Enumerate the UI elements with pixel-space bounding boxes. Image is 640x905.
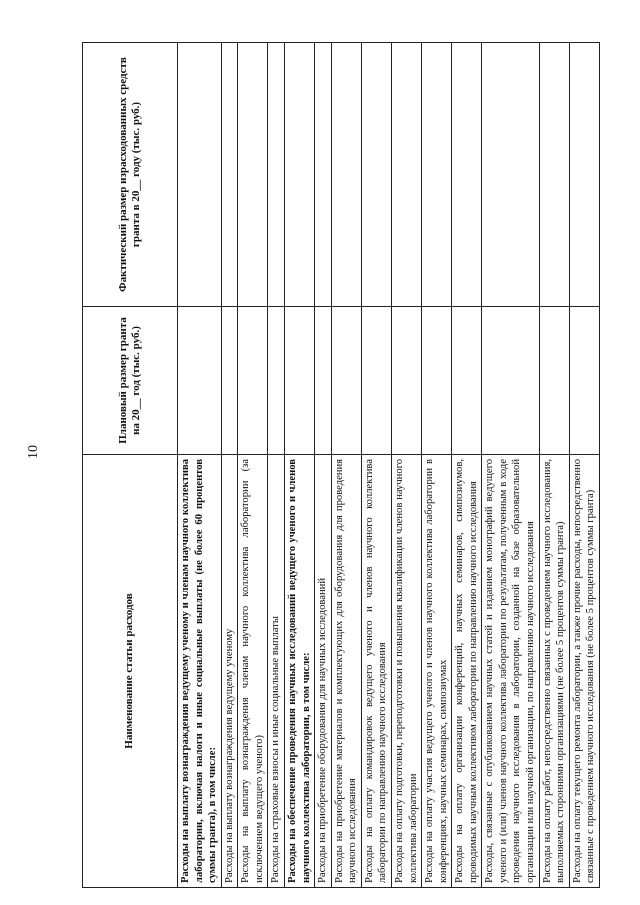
- planned-amount-cell: [315, 307, 332, 455]
- planned-amount-cell: [331, 307, 361, 455]
- table-row: [569, 43, 599, 888]
- header-expense-name: Наименование статьи расходов: [83, 455, 178, 888]
- table-header-row: [83, 43, 178, 888]
- expense-name-cell: Расходы на приобретение материалов и комплектующих для оборудования для проведения научного исследования: [331, 455, 361, 888]
- actual-amount-cell: [569, 43, 599, 307]
- table-row: [268, 43, 285, 888]
- table-row: [452, 43, 482, 888]
- actual-amount-cell: [539, 43, 569, 307]
- expense-name-cell: Расходы на оплату подготовки, переподготовки и повышения квалификации членов научного коллектива лаборатории: [391, 455, 421, 888]
- actual-amount-cell: [221, 43, 238, 307]
- actual-amount-cell: [268, 43, 285, 307]
- table-row: [539, 43, 569, 888]
- page-number: 10: [26, 445, 41, 459]
- expense-name-cell: Расходы на обеспечение проведения научных исследований ведущего ученого и членов научного коллектива лаборатории, в том числе:: [284, 455, 314, 888]
- table-row: [221, 43, 238, 888]
- actual-amount-cell: [284, 43, 314, 307]
- planned-amount-cell: [268, 307, 285, 455]
- actual-amount-cell: [482, 43, 539, 307]
- actual-amount-cell: [422, 43, 452, 307]
- expense-name-cell: Расходы на выплату вознаграждения ведущему ученому и членам научного коллектива лаборатории, включая налоги и иные социальные выплаты (не более 60 процентов суммы гранта), в том числе:: [178, 455, 222, 888]
- planned-amount-cell: [238, 307, 268, 455]
- planned-amount-cell: [361, 307, 391, 455]
- planned-amount-cell: [178, 307, 222, 455]
- expense-name-cell: Расходы на оплату текущего ремонта лаборатории, а также прочие расходы, непосредственно связанные с проведением научного исследования (не более 5 процентов суммы гранта): [569, 455, 599, 888]
- table-row: [178, 43, 222, 888]
- actual-amount-cell: [178, 43, 222, 307]
- header-actual-amount: Фактический размер израсходованных средств гранта в 20__ году (тыс. руб.): [83, 43, 178, 307]
- expense-name-cell: Расходы, связанные с опубликованием научных статей и изданием монографий ведущего ученого и (или) членов научного коллектива лаборатории по результатам, полученным в ходе проведения научного исследования в лаборатории, созданной на базе образовательной организации или научной организации, по направлению научного исследования: [482, 455, 539, 888]
- actual-amount-cell: [452, 43, 482, 307]
- actual-amount-cell: [361, 43, 391, 307]
- actual-amount-cell: [238, 43, 268, 307]
- table-row: [315, 43, 332, 888]
- planned-amount-cell: [539, 307, 569, 455]
- expense-name-cell: Расходы на приобретение оборудования для научных исследований: [315, 455, 332, 888]
- header-planned-amount: Плановый размер гранта на 20__ год (тыс. руб.): [83, 307, 178, 455]
- table-row: [391, 43, 421, 888]
- planned-amount-cell: [391, 307, 421, 455]
- table-row: [238, 43, 268, 888]
- expense-name-cell: Расходы на оплату организации конференций, научных семинаров, симпозиумов, проводимых научным коллективом лаборатории по направлению научного исследования: [452, 455, 482, 888]
- table-row: [482, 43, 539, 888]
- expense-name-cell: Расходы на выплату вознаграждения членам научного коллектива лаборатории (за исключением ведущего ученого): [238, 455, 268, 888]
- expense-name-cell: Расходы на оплату командировок ведущего ученого и членов научного коллектива лаборатории по направлению научного исследования: [361, 455, 391, 888]
- planned-amount-cell: [221, 307, 238, 455]
- table-row: [361, 43, 391, 888]
- actual-amount-cell: [391, 43, 421, 307]
- grant-expenses-table: [82, 42, 600, 888]
- planned-amount-cell: [284, 307, 314, 455]
- table-body: [178, 43, 600, 888]
- expense-name-cell: Расходы на страховые взносы и иные социальные выплаты: [268, 455, 285, 888]
- planned-amount-cell: [569, 307, 599, 455]
- table-row: [422, 43, 452, 888]
- actual-amount-cell: [331, 43, 361, 307]
- expense-name-cell: Расходы на оплату работ, непосредственно связанных с проведением научного исследования, выполняемых сторонними организациями (не более 5 процентов суммы гранта): [539, 455, 569, 888]
- actual-amount-cell: [315, 43, 332, 307]
- table-row: [284, 43, 314, 888]
- planned-amount-cell: [452, 307, 482, 455]
- expense-name-cell: Расходы на выплату вознаграждения ведущему ученому: [221, 455, 238, 888]
- planned-amount-cell: [422, 307, 452, 455]
- planned-amount-cell: [482, 307, 539, 455]
- rotated-table-wrapper: [82, 43, 600, 888]
- table-row: [331, 43, 361, 888]
- expense-name-cell: Расходы на оплату участия ведущего ученого и членов научного коллектива лаборатории в конференциях, научных семинарах, симпозиумах: [422, 455, 452, 888]
